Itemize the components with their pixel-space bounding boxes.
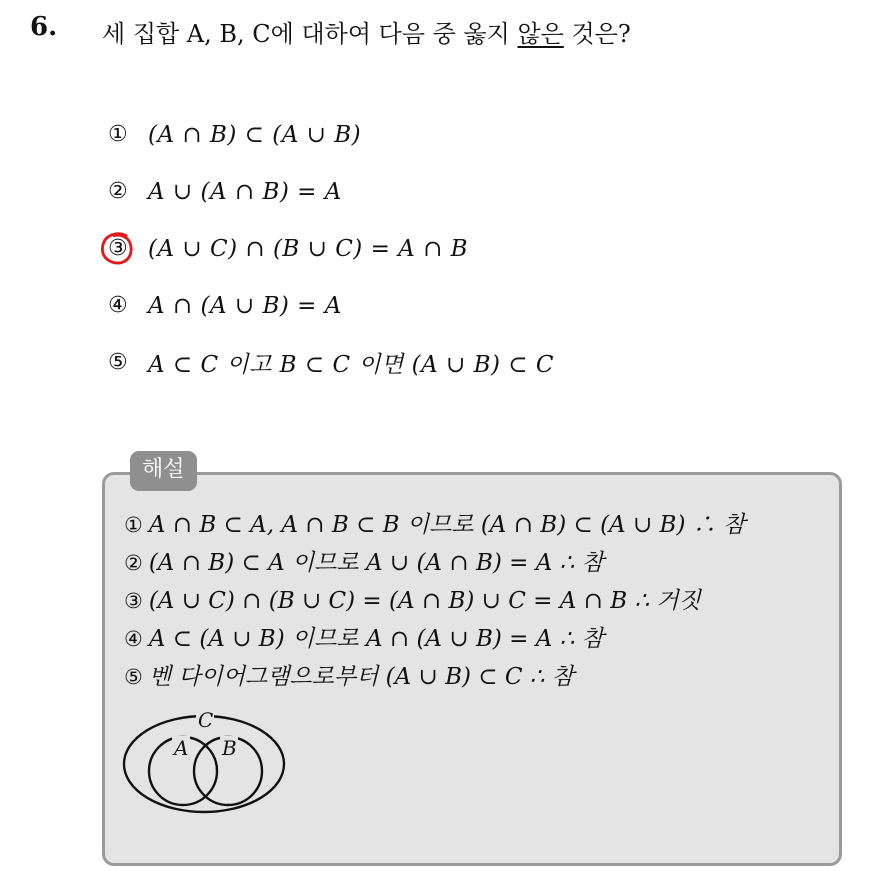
explanation-line-text: (A ∪ C) ∩ (B ∪ C) = (A ∩ B) ∪ C = A ∩ B ∴ 거짓 [148, 588, 701, 614]
venn-label-a: A [174, 736, 189, 760]
explanation-line-text: A ∩ B ⊂ A, A ∩ B ⊂ B 이므로 (A ∩ B) ⊂ (A ∪ B) ∴ 참 [148, 512, 746, 538]
choice-2[interactable] [108, 163, 808, 220]
explanation-tag: 해설 [130, 451, 197, 491]
choice-number: ③ [108, 236, 128, 261]
venn-label-c: C [198, 708, 214, 732]
explanation-line-2 [124, 544, 834, 582]
choice-4[interactable] [108, 277, 808, 334]
choice-list [108, 106, 808, 391]
question-text [102, 14, 631, 49]
venn-diagram [122, 706, 292, 816]
choice-1[interactable] [108, 106, 808, 163]
explanation-line-number: ③ [124, 589, 143, 613]
explanation-lines [124, 506, 834, 696]
choice-number: ① [108, 122, 128, 147]
question-text-after: 것은? [563, 20, 631, 48]
choice-number: ④ [108, 293, 128, 318]
choice-3[interactable] [108, 220, 808, 277]
explanation-line-number: ② [124, 551, 143, 575]
explanation-line-number: ⑤ [124, 665, 143, 689]
question-text-before: 세 집합 A, B, C에 대하여 다음 중 옳지 [102, 20, 518, 48]
choice-expression: A ∩ (A ∪ B) = A [148, 292, 342, 319]
explanation-line-1 [124, 506, 834, 544]
explanation-line-5 [124, 658, 834, 696]
choice-expression: A ⊂ C 이고 B ⊂ C 이면 (A ∪ B) ⊂ C [148, 352, 554, 378]
explanation-line-number: ① [124, 513, 143, 537]
explanation-line-text: 벤 다이어그램으로부터 (A ∪ B) ⊂ C ∴ 참 [148, 664, 574, 690]
choice-expression: (A ∪ C) ∩ (B ∪ C) = A ∩ B [148, 235, 469, 262]
explanation-line-text: (A ∩ B) ⊂ A 이므로 A ∪ (A ∩ B) = A ∴ 참 [148, 550, 604, 576]
choice-expression: (A ∩ B) ⊂ (A ∪ B) [148, 121, 362, 148]
explanation-line-text: A ⊂ (A ∪ B) 이므로 A ∩ (A ∪ B) = A ∴ 참 [148, 626, 604, 652]
venn-label-b: B [222, 736, 237, 760]
choice-expression: A ∪ (A ∩ B) = A [148, 178, 342, 205]
choice-number: ② [108, 179, 128, 204]
explanation-line-4 [124, 620, 834, 658]
explanation-line-3 [124, 582, 834, 620]
choice-5[interactable] [108, 334, 808, 391]
explanation-line-number: ④ [124, 627, 143, 651]
choice-number: ⑤ [108, 350, 128, 375]
question-text-underlined: 않은 [517, 20, 564, 48]
question-number: 6. [30, 12, 58, 42]
